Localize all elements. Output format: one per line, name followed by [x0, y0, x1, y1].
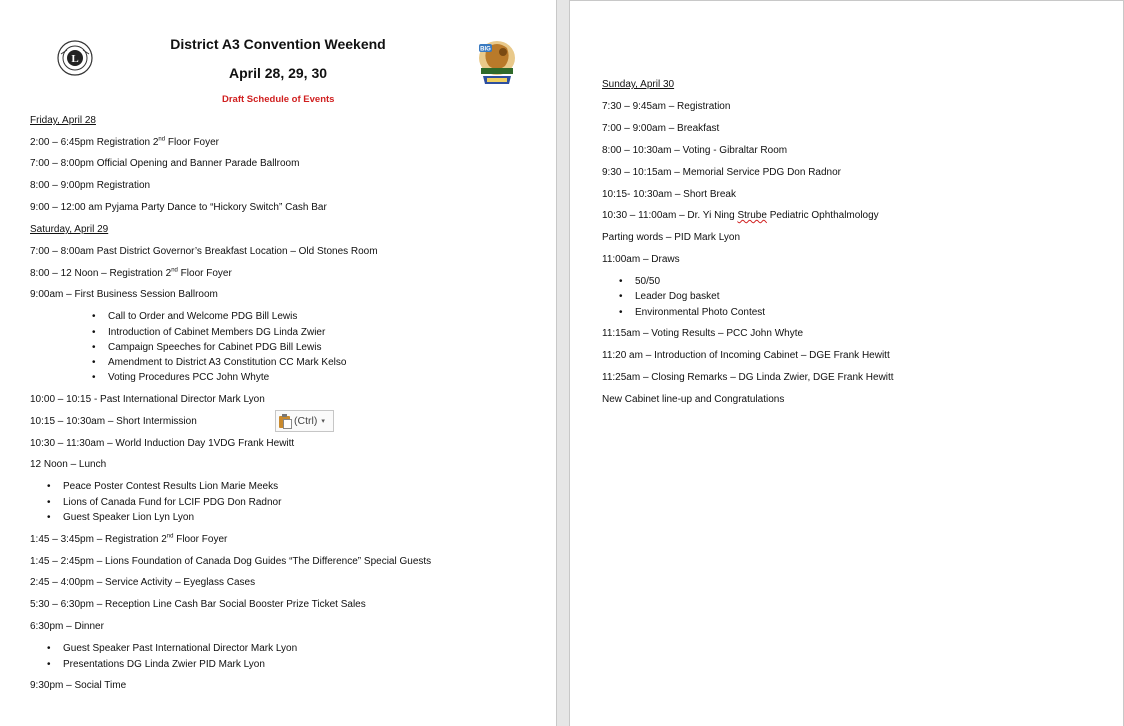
- schedule-line: 11:00am – Draws: [602, 254, 680, 265]
- sunday-heading: Sunday, April 30: [602, 79, 675, 90]
- schedule-line: 10:15 – 10:30am – Short Intermission: [30, 416, 197, 427]
- friday-heading: Friday, April 28: [30, 115, 96, 126]
- schedule-line: 10:30 – 11:00am – Dr. Yi Ning Strube Pediatric Ophthalmology: [602, 210, 879, 221]
- paste-options-label: (Ctrl): [294, 415, 318, 427]
- document-dates: April 28, 29, 30: [228, 65, 328, 81]
- schedule-line: 7:00 – 8:00am Past District Governor’s Breakfast Location – Old Stones Room: [30, 246, 378, 257]
- schedule-line: 10:00 – 10:15 - Past International Director Mark Lyon: [30, 394, 265, 405]
- list-item: • Voting Procedures PCC John Whyte: [108, 372, 269, 384]
- list-item: • Presentations DG Linda Zwier PID Mark Lyon: [63, 659, 265, 671]
- schedule-line: 7:30 – 9:45am – Registration: [602, 101, 731, 112]
- schedule-line: 8:00 – 12 Noon – Registration 2nd Floor Foyer: [30, 267, 232, 279]
- schedule-line: 7:00 – 8:00pm Official Opening and Banner Parade Ballroom: [30, 158, 300, 169]
- schedule-line: 2:00 – 6:45pm Registration 2nd Floor Foyer: [30, 136, 220, 148]
- list-item: • Guest Speaker Past International Director Mark Lyon: [63, 643, 297, 655]
- schedule-line: 9:30 – 10:15am – Memorial Service PDG Don Radnor: [602, 167, 842, 178]
- schedule-line: 11:25am – Closing Remarks – DG Linda Zwier, DGE Frank Hewitt: [602, 372, 894, 383]
- list-item: • Lions of Canada Fund for LCIF PDG Don Radnor: [63, 497, 281, 509]
- schedule-line: 1:45 – 2:45pm – Lions Foundation of Canada Dog Guides “The Difference” Special Guests: [30, 556, 432, 567]
- schedule-line: 1:45 – 3:45pm – Registration 2nd Floor Foyer: [30, 533, 228, 545]
- schedule-line: 12 Noon – Lunch: [30, 459, 107, 470]
- draft-subtitle: Draft Schedule of Events: [222, 94, 335, 105]
- list-item: • Peace Poster Contest Results Lion Marie Meeks: [63, 481, 278, 493]
- document-title: District A3 Convention Weekend: [170, 36, 386, 52]
- list-item: • Call to Order and Welcome PDG Bill Lewis: [108, 311, 297, 323]
- schedule-line: 9:00am – First Business Session Ballroom: [30, 289, 218, 300]
- convention-logo: [475, 38, 519, 86]
- list-item: • Amendment to District A3 Constitution CC Mark Kelso: [108, 357, 346, 369]
- clipboard-icon: [279, 414, 291, 428]
- schedule-line: New Cabinet line-up and Congratulations: [602, 394, 785, 405]
- schedule-line: Parting words – PID Mark Lyon: [602, 232, 741, 243]
- schedule-line: 8:00 – 10:30am – Voting - Gibraltar Room: [602, 145, 788, 156]
- svg-text:L: L: [71, 53, 79, 65]
- document-page-1: [0, 0, 557, 726]
- schedule-line: 11:20 am – Introduction of Incoming Cabinet – DGE Frank Hewitt: [602, 350, 890, 361]
- paste-options-button[interactable]: [275, 410, 334, 432]
- schedule-line: 8:00 – 9:00pm Registration: [30, 180, 151, 191]
- misspelled-word[interactable]: Strube: [737, 210, 767, 221]
- svg-text:BIG: BIG: [480, 46, 491, 53]
- schedule-line: 11:15am – Voting Results – PCC John Whyte: [602, 328, 804, 339]
- schedule-line: 7:00 – 9:00am – Breakfast: [602, 123, 720, 134]
- chevron-down-icon: ▾: [321, 418, 325, 425]
- schedule-line: 6:30pm – Dinner: [30, 621, 104, 632]
- document-page-2: [569, 0, 1124, 726]
- list-item: • Campaign Speeches for Cabinet PDG Bill Lewis: [108, 342, 321, 354]
- schedule-line: 5:30 – 6:30pm – Reception Line Cash Bar Social Booster Prize Ticket Sales: [30, 599, 366, 610]
- saturday-heading: Saturday, April 29: [30, 224, 109, 235]
- schedule-line: 9:30pm – Social Time: [30, 680, 127, 691]
- list-item: • Environmental Photo Contest: [635, 307, 765, 319]
- list-item: • Leader Dog basket: [635, 291, 720, 303]
- lions-club-logo: [57, 40, 93, 76]
- list-item: • 50/50: [635, 276, 660, 288]
- list-item: • Guest Speaker Lion Lyn Lyon: [63, 512, 194, 524]
- list-item: • Introduction of Cabinet Members DG Linda Zwier: [108, 327, 325, 339]
- schedule-line: 10:30 – 11:30am – World Induction Day 1VDG Frank Hewitt: [30, 438, 295, 449]
- schedule-line: 10:15- 10:30am – Short Break: [602, 189, 736, 200]
- schedule-line: 9:00 – 12:00 am Pyjama Party Dance to “Hickory Switch” Cash Bar: [30, 202, 327, 213]
- schedule-line: 2:45 – 4:00pm – Service Activity – Eyeglass Cases: [30, 577, 256, 588]
